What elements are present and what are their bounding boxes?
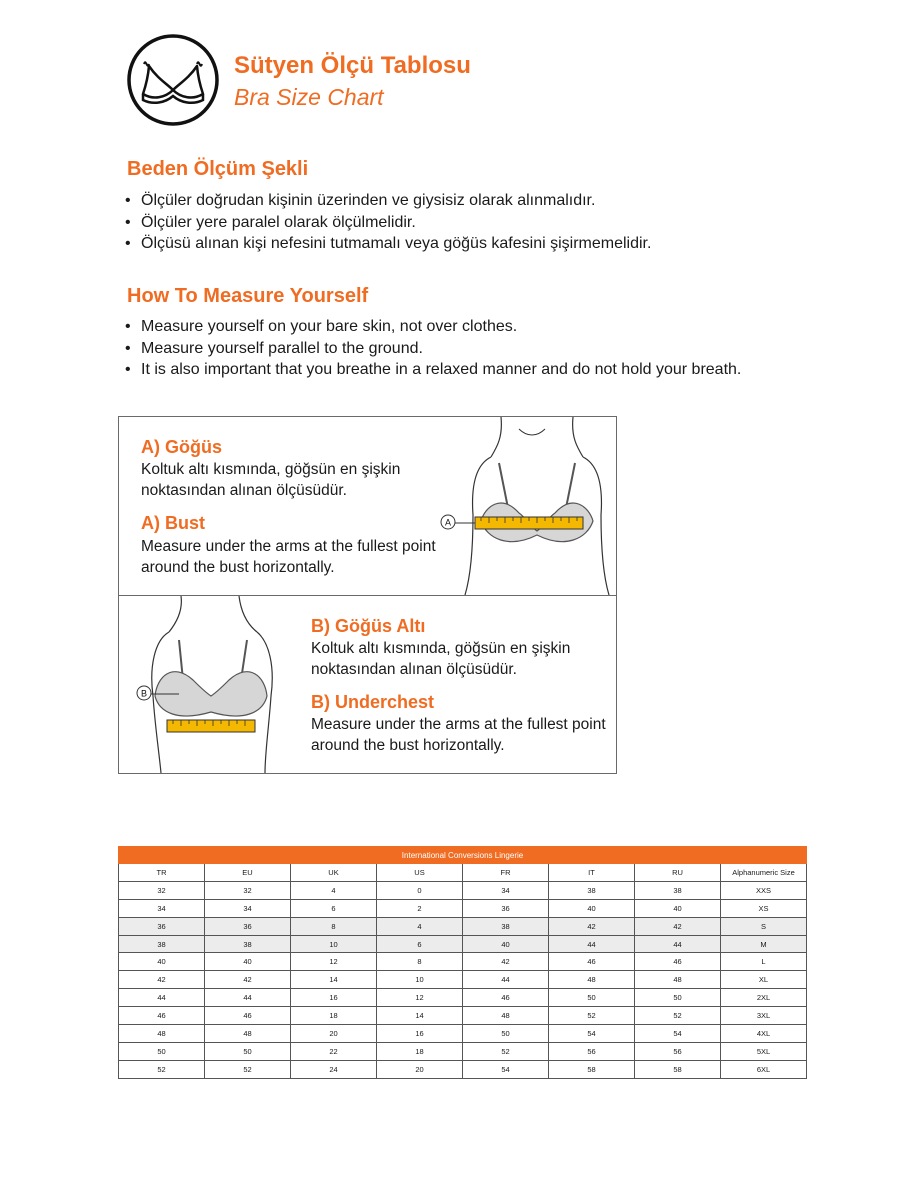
- page-title: Sütyen Ölçü Tablosu: [234, 52, 471, 79]
- table-cell: 0: [377, 881, 463, 899]
- table-row: [119, 1042, 807, 1060]
- table-cell: 52: [463, 1042, 549, 1060]
- table-cell: 54: [549, 1025, 635, 1043]
- table-cell: 34: [119, 899, 205, 917]
- table-cell: L: [721, 953, 807, 971]
- table-cell: 52: [549, 1007, 635, 1025]
- table-cell: 44: [119, 989, 205, 1007]
- table-cell: 20: [291, 1025, 377, 1043]
- table-row: [119, 971, 807, 989]
- table-cell: 10: [291, 935, 377, 953]
- table-cell: 48: [635, 971, 721, 989]
- size-conversion-table: [118, 846, 807, 1079]
- bra-logo-icon: [127, 34, 219, 126]
- table-cell: 18: [291, 1007, 377, 1025]
- table-cell: 58: [549, 1060, 635, 1078]
- marker-a: A: [444, 517, 452, 528]
- table-cell: 16: [291, 989, 377, 1007]
- marker-b: B: [140, 688, 148, 699]
- table-cell: 44: [635, 935, 721, 953]
- underchest-measure-illustration: [119, 596, 309, 773]
- table-cell: 36: [463, 899, 549, 917]
- instructions-list-en: [125, 316, 741, 381]
- underchest-heading-tr: B) Göğüs Altı: [311, 616, 426, 636]
- table-cell: 6: [291, 899, 377, 917]
- column-header: RU: [635, 864, 721, 882]
- table-cell: 50: [463, 1025, 549, 1043]
- table-cell: XL: [721, 971, 807, 989]
- table-cell: 5XL: [721, 1042, 807, 1060]
- table-cell: 12: [377, 989, 463, 1007]
- table-cell: 36: [205, 917, 291, 935]
- section-title-tr: Beden Ölçüm Şekli: [127, 158, 309, 180]
- table-cell: 40: [549, 899, 635, 917]
- table-cell: 36: [119, 917, 205, 935]
- list-item: • Ölçüler doğrudan kişinin üzerinden ve giysisiz olarak alınmalıdır.: [125, 190, 651, 212]
- table-cell: 46: [635, 953, 721, 971]
- table-cell: 38: [463, 917, 549, 935]
- instructions-list-tr: [125, 190, 651, 255]
- table-cell: 14: [291, 971, 377, 989]
- table-row: [119, 1060, 807, 1078]
- table-cell: 6: [377, 935, 463, 953]
- table-cell: 42: [635, 917, 721, 935]
- table-row: [119, 953, 807, 971]
- column-header: UK: [291, 864, 377, 882]
- table-cell: 12: [291, 953, 377, 971]
- underchest-text-en: Measure under the arms at the fullest point around the bust horizontally.: [311, 716, 606, 754]
- table-row: [119, 1007, 807, 1025]
- table-cell: 8: [377, 953, 463, 971]
- table-row: [119, 881, 807, 899]
- list-item: • Ölçüler yere paralel olarak ölçülmelidir.: [125, 212, 651, 234]
- column-header: US: [377, 864, 463, 882]
- table-cell: 42: [119, 971, 205, 989]
- table-cell: 6XL: [721, 1060, 807, 1078]
- bust-heading-tr: A) Göğüs: [141, 437, 222, 457]
- list-item: • It is also important that you breathe in a relaxed manner and do not hold your breath.: [125, 359, 741, 381]
- table-cell: 32: [205, 881, 291, 899]
- table-cell: 48: [463, 1007, 549, 1025]
- table-cell: 48: [205, 1025, 291, 1043]
- table-cell: 42: [205, 971, 291, 989]
- table-cell: 20: [377, 1060, 463, 1078]
- table-cell: S: [721, 917, 807, 935]
- section-title-en: How To Measure Yourself: [127, 285, 369, 307]
- table-cell: 54: [635, 1025, 721, 1043]
- page-subtitle: Bra Size Chart: [234, 84, 384, 110]
- column-header: IT: [549, 864, 635, 882]
- table-cell: 8: [291, 917, 377, 935]
- table-cell: 4: [377, 917, 463, 935]
- table-cell: 52: [119, 1060, 205, 1078]
- table-cell: 24: [291, 1060, 377, 1078]
- table-cell: 50: [549, 989, 635, 1007]
- bust-text-en: Measure under the arms at the fullest point around the bust horizontally.: [141, 538, 436, 576]
- table-cell: 50: [635, 989, 721, 1007]
- table-cell: 18: [377, 1042, 463, 1060]
- table-row: [119, 989, 807, 1007]
- list-item: • Measure yourself parallel to the ground.: [125, 338, 741, 360]
- table-cell: 2XL: [721, 989, 807, 1007]
- bust-heading-en: A) Bust: [141, 513, 205, 533]
- table-cell: 46: [463, 989, 549, 1007]
- table-cell: 4XL: [721, 1025, 807, 1043]
- table-cell: 38: [635, 881, 721, 899]
- list-item: • Ölçüsü alınan kişi nefesini tutmamalı veya göğüs kafesini şişirmemelidir.: [125, 233, 651, 255]
- table-cell: 38: [119, 935, 205, 953]
- table-cell: 44: [463, 971, 549, 989]
- table-cell: M: [721, 935, 807, 953]
- table-cell: 52: [635, 1007, 721, 1025]
- table-cell: 44: [205, 989, 291, 1007]
- table-cell: 4: [291, 881, 377, 899]
- measurement-guide: [118, 416, 617, 774]
- table-row: [119, 1025, 807, 1043]
- table-cell: 3XL: [721, 1007, 807, 1025]
- table-cell: XS: [721, 899, 807, 917]
- table-cell: 32: [119, 881, 205, 899]
- bust-text-tr: Koltuk altı kısmında, göğsün en şişkin noktasından alınan ölçüsüdür.: [141, 461, 401, 499]
- column-header: FR: [463, 864, 549, 882]
- table-cell: 58: [635, 1060, 721, 1078]
- table-cell: 40: [635, 899, 721, 917]
- table-cell: 40: [119, 953, 205, 971]
- table-cell: 10: [377, 971, 463, 989]
- table-cell: 50: [119, 1042, 205, 1060]
- table-cell: 46: [119, 1007, 205, 1025]
- underchest-text-tr: Koltuk altı kısmında, göğsün en şişkin noktasından alınan ölçüsüdür.: [311, 640, 571, 678]
- table-cell: 42: [463, 953, 549, 971]
- table-cell: 2: [377, 899, 463, 917]
- table-cell: 56: [549, 1042, 635, 1060]
- table-cell: 22: [291, 1042, 377, 1060]
- table-cell: 46: [549, 953, 635, 971]
- table-cell: 42: [549, 917, 635, 935]
- table-cell: 38: [549, 881, 635, 899]
- table-caption: International Conversions Lingerie: [119, 847, 807, 864]
- table-cell: 46: [205, 1007, 291, 1025]
- table-cell: 54: [463, 1060, 549, 1078]
- bust-measure-illustration: [437, 417, 617, 595]
- table-cell: 34: [463, 881, 549, 899]
- column-header: EU: [205, 864, 291, 882]
- table-cell: 14: [377, 1007, 463, 1025]
- measuring-tape: [167, 720, 255, 732]
- table-cell: 38: [205, 935, 291, 953]
- table-cell: 56: [635, 1042, 721, 1060]
- table-cell: 16: [377, 1025, 463, 1043]
- table-row: [119, 917, 807, 935]
- table-cell: XXS: [721, 881, 807, 899]
- table-cell: 44: [549, 935, 635, 953]
- table-header-row: [119, 864, 807, 882]
- list-item: • Measure yourself on your bare skin, not over clothes.: [125, 316, 741, 338]
- column-header: TR: [119, 864, 205, 882]
- table-row: [119, 899, 807, 917]
- table-cell: 48: [549, 971, 635, 989]
- underchest-heading-en: B) Underchest: [311, 692, 435, 712]
- table-cell: 48: [119, 1025, 205, 1043]
- table-body: [119, 881, 807, 1078]
- table-row: [119, 935, 807, 953]
- table-cell: 52: [205, 1060, 291, 1078]
- table-cell: 40: [205, 953, 291, 971]
- column-header: Alphanumeric Size: [721, 864, 807, 882]
- table-cell: 34: [205, 899, 291, 917]
- table-cell: 50: [205, 1042, 291, 1060]
- table-cell: 40: [463, 935, 549, 953]
